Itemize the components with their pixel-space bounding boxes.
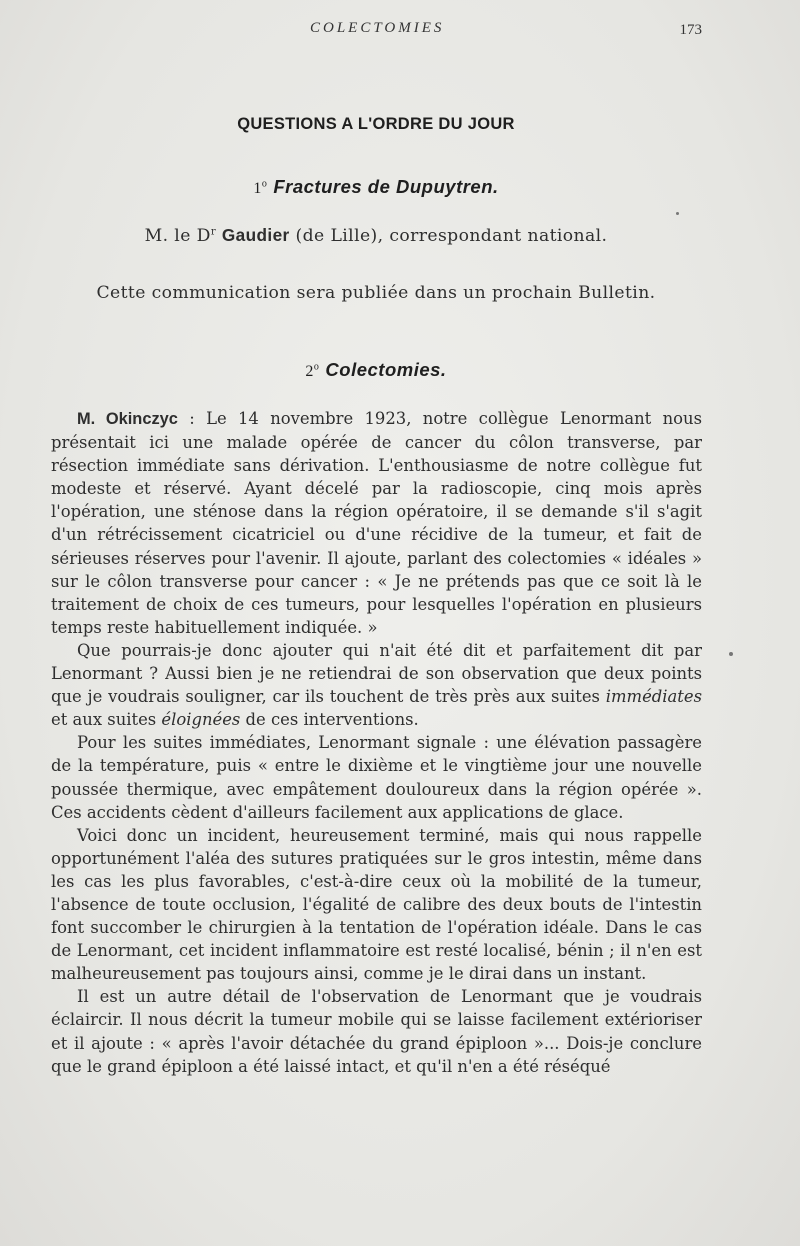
section-title-colectomies xyxy=(0,359,752,381)
paragraph: Il est un autre détail de l'observation de Lenormant que je voudrais éclaircir. Il nous décrit la tumeur mobile qui se laisse facilement extérioriser et il ajoute : « après l'avoir détachée du grand épiploon »... Dois-je conclure que le grand épiploon a été laissé intact, et qu'il n'en a été réséqué xyxy=(51,987,702,1076)
speaker-name: M. Okinczyc xyxy=(77,410,178,428)
paper-speck xyxy=(676,212,679,215)
section-title-fractures xyxy=(0,176,752,198)
rapporteur-name: Gaudier xyxy=(221,225,290,245)
running-title: COLECTOMIES xyxy=(310,20,445,36)
paragraph: Voici donc un incident, heureusement terminé, mais qui nous rappelle opportunément l'aléa des sutures pratiquées sur le gros intestin, même dans les cas les plus favorables, c'est-à-dire ceux où la mobilité de la tumeur, l'absence de toute occlusion, l'égalité de calibre des deux bouts de l'intestin font succomber le chirurgien à la tentation de l'opération idéale. Dans le cas de Lenormant, cet incident inflammatoire est resté localisé, bénin ; il n'en est malheureusement pas toujours ainsi, comme je le dirai dans un instant. xyxy=(51,825,702,984)
rapporteur-line: M. le $D^r$ Gaudier (de Lille), correspondant national. xyxy=(144,225,608,246)
section-title-text: Fractures de Dupuytren. xyxy=(273,176,499,197)
publication-notice: Cette communication sera publiée dans un prochain Bulletin. xyxy=(96,283,656,303)
running-header xyxy=(0,20,800,44)
paragraph: Pour les suites immédiates, Lenormant signale : une élévation passagère de la température, puis « entre le dixième et le vingtième jour une nouvelle poussée thermique, avec empâtement douloureux dans la région opérée ». Ces accidents cèdent d'ailleurs facilement aux applications de glace. xyxy=(51,733,702,822)
page-number: 173 xyxy=(679,22,702,38)
paper-speck xyxy=(729,652,733,656)
section-number: 1$^o$ xyxy=(253,178,268,197)
section-number: 2$^o$ xyxy=(305,361,320,380)
body-text xyxy=(51,407,702,1078)
paragraph: M. Okinczyc : Le 14 novembre 1923, notre collègue Lenormant nous présentait ici une malade opérée de cancer du côlon transverse, par résection immédiate sans dérivation. L'enthousiasme de notre collègue fut modeste et réservé. Ayant décelé par la radioscopie, cinq mois après l'opération, une sténose dans la région opératoire, il se demande s'il s'agit d'un rétrécissement cicatriciel ou d'une récidive de la tumeur, et fait de sérieuses réserves pour l'avenir. Il ajoute, parlant des colectomies « idéales » sur le côlon transverse pour cancer : « Je ne prétends pas que ce soit là le traitement de choix de ces tumeurs, pour lesquelles l'opération en plusieurs temps reste habituellement indiquée. » xyxy=(51,409,703,637)
section-title-text: Colectomies. xyxy=(325,359,447,380)
agenda-heading: QUESTIONS A L'ORDRE DU JOUR xyxy=(237,115,515,133)
paragraph: Que pourrais-je donc ajouter qui n'ait été dit et parfaitement dit par Lenormant ? Aussi bien je ne retiendrai de son observation que deux points que je voudrais souligner, car ils touchent de très près aux suites immédiates et aux suites éloignées de ces interventions. xyxy=(51,640,702,730)
